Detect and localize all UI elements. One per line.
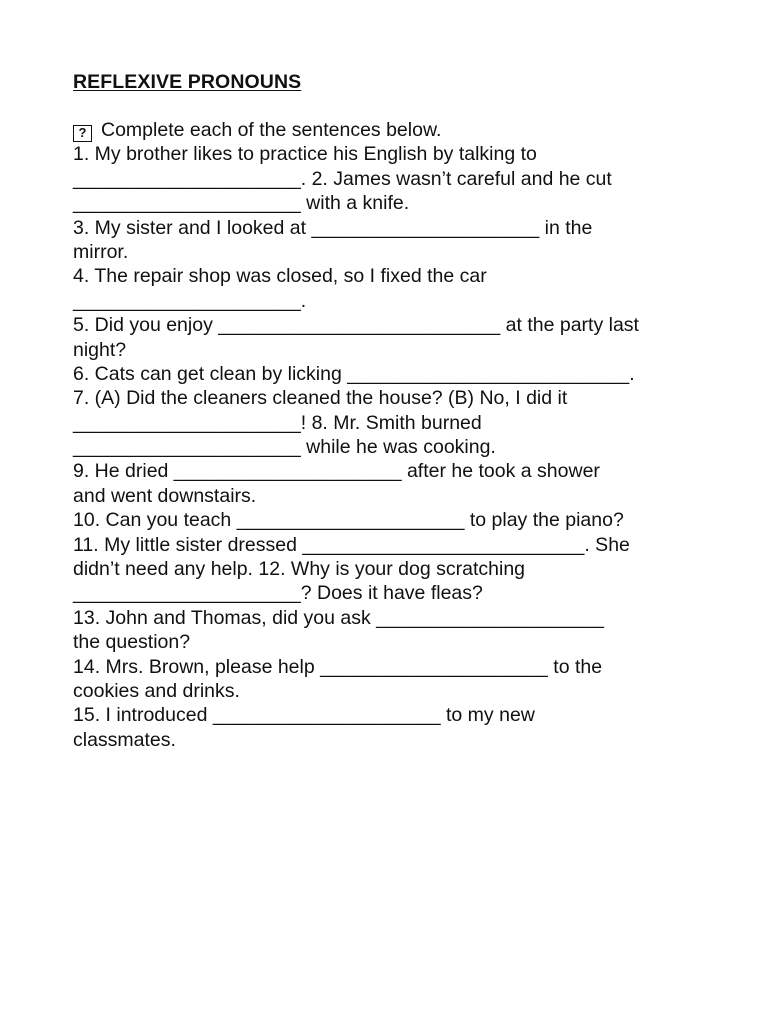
sentence-line: 5. Did you enjoy __________________________ at the party last bbox=[73, 314, 639, 337]
sentence-line: _____________________. 2. James wasn’t careful and he cut bbox=[73, 167, 612, 190]
sentence-line: _____________________. bbox=[73, 289, 307, 312]
sentence-line: 1. My brother likes to practice his English by talking to bbox=[73, 143, 537, 166]
sentence-line: 14. Mrs. Brown, please help _____________________ to the bbox=[73, 655, 603, 678]
sentence-line: and went downstairs. bbox=[73, 484, 257, 507]
sentence-line: _____________________! 8. Mr. Smith burned bbox=[73, 411, 482, 434]
sentence-line: cookies and drinks. bbox=[73, 679, 240, 702]
question-box-icon: ? bbox=[73, 125, 92, 142]
sentence-line: 15. I introduced _____________________ to my new bbox=[73, 704, 535, 727]
sentence-line: 7. (A) Did the cleaners cleaned the house? (B) No, I did it bbox=[73, 387, 568, 410]
sentence-line: 10. Can you teach _____________________ to play the piano? bbox=[73, 509, 624, 532]
worksheet-body bbox=[73, 118, 703, 752]
sentence-line: 13. John and Thomas, did you ask _____________________ bbox=[73, 606, 604, 629]
sentence-line: 11. My little sister dressed __________________________. She bbox=[73, 533, 630, 556]
sentence-line: classmates. bbox=[73, 728, 176, 751]
worksheet-page bbox=[73, 68, 703, 752]
sentence-line: 4. The repair shop was closed, so I fixed the car bbox=[73, 265, 487, 288]
instruction-line bbox=[73, 118, 703, 142]
sentence-line: 6. Cats can get clean by licking __________________________. bbox=[73, 362, 635, 385]
sentence-line: didn’t need any help. 12. Why is your dog scratching bbox=[73, 558, 526, 581]
sentence-line: 9. He dried _____________________ after he took a shower bbox=[73, 460, 600, 483]
sentence-line: _____________________ with a knife. bbox=[73, 192, 410, 215]
sentence-line: the question? bbox=[73, 631, 191, 654]
page-title: REFLEXIVE PRONOUNS bbox=[73, 71, 302, 93]
sentence-line: _____________________ while he was cooking. bbox=[73, 436, 496, 459]
sentence-line: mirror. bbox=[73, 240, 129, 263]
sentence-line: 3. My sister and I looked at _____________________ in the bbox=[73, 216, 593, 239]
sentence-line: _____________________? Does it have fleas? bbox=[73, 582, 483, 605]
sentence-line: night? bbox=[73, 338, 127, 361]
instruction-text: Complete each of the sentences below. bbox=[101, 119, 442, 141]
